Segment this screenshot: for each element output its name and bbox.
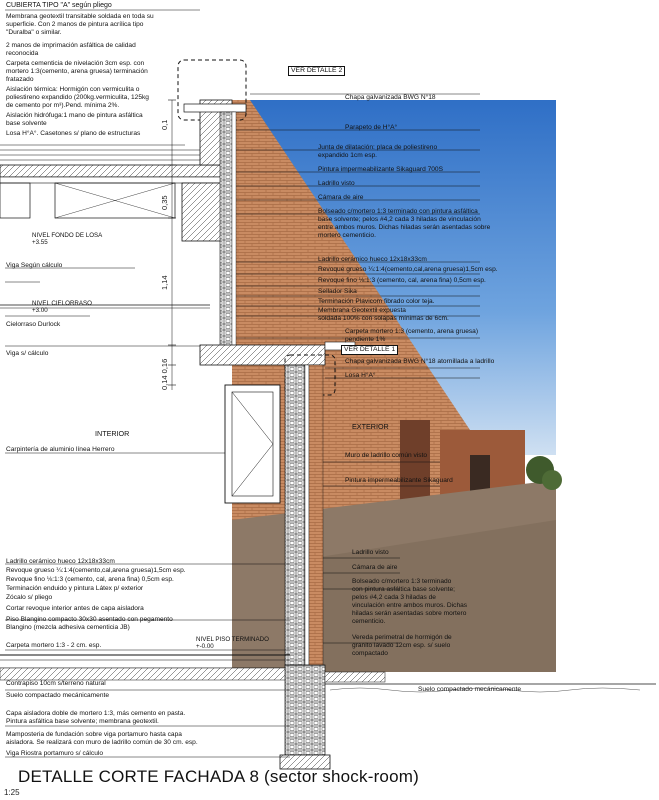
rnote-chapa-atornillada: Chapa galvanizada BWG N°18 atornillada a ladrillo [345, 358, 495, 365]
enote-pintura: Pintura impermeabilizante Sikaguard [345, 477, 453, 484]
enote-camara: Cámara de aire [352, 564, 398, 571]
note-carpeta: Carpeta cementicia de nivelación 3cm esp. con mortero 1:3(cemento, arena gruesa) terminación fratazado [6, 60, 148, 83]
level-piso: NIVEL PISO TERMINADO +-0.00 [196, 636, 269, 650]
rnote-ladrillo-hueco: Ladrillo cerámico hueco 12x18x33cm [318, 256, 427, 263]
enote-suelo: Suelo compactado mecánicamente [418, 686, 521, 693]
label-interior: INTERIOR [95, 429, 130, 438]
window-frame [225, 385, 280, 503]
note-bottom-12: Viga Riostra portamuro s/ cálculo [6, 750, 103, 757]
ver-detalle-2-label: VER DETALLE 2 [288, 66, 345, 76]
label-cielorraso-durlock: Cielorraso Durlock [6, 321, 61, 328]
note-bottom-0: Ladrillo cerámico hueco 12x18x33cm [6, 558, 115, 565]
note-bottom-11: Mamposteria de fundación sobre viga portamuro hasta capa aisladora. Se realizará con muro de ladrillo común de 30 cm. esp. [6, 731, 198, 746]
note-aislacion-termica: Aislación térmica: Hormigón con vermiculita o poliestireno expandido (200kg.vermiculita, 125kg de cemento por m³).Pend. mínima 2%. [6, 86, 149, 109]
level-fondo-losa: NIVEL FONDO DE LOSA +3.55 [32, 232, 103, 246]
level-cielorraso: NIVEL CIELORRASO +3.00 [32, 300, 92, 314]
dimension-0-14-0-16: 0,14 0,16 [160, 358, 169, 390]
label-exterior: EXTERIOR [352, 422, 389, 431]
rnote-chapa: Chapa galvanizada BWG N°18 [345, 94, 436, 101]
note-bottom-7: Carpeta mortero 1:3 - 2 cm. esp. [6, 642, 102, 649]
note-imprimacion: 2 manos de imprimación asfáltica de calidad reconocida [6, 42, 136, 57]
rnote-ladrillo-visto: Ladrillo visto [318, 180, 355, 187]
roof-slab [0, 165, 232, 177]
note-cubierta: CUBIERTA TIPO "A" según pliego [6, 2, 112, 9]
rnote-pintura: Pintura impermeabilizante Sikaguard 700S [318, 166, 443, 173]
note-losa: Losa H°A°. Casetones s/ plano de estructuras [6, 130, 141, 137]
note-bottom-1: Revoque grueso ¼:1:4(cemento,cal,arena gruesa)1,5cm esp. [6, 567, 186, 574]
note-bottom-9: Suelo compactado mecánicamente [6, 692, 109, 699]
rnote-sellador: Sellador Sika [318, 288, 357, 295]
rnote-revoque-fino: Revoque fino ⅛:1:3 (cemento, cal, arena fina) 0,5cm esp. [318, 277, 486, 284]
rnote-parapeto: Parapeto de H°A° [345, 124, 398, 131]
rnote-terminacion: Terminación Plavicom fibrado color teja. [318, 298, 435, 305]
note-membrana: Membrana geotextil transitable soldada en toda su superficie. Con 2 manos de pintura acrílica tipo "Duralba" o similar. [6, 13, 154, 36]
sheet-scale: 1:25 [4, 788, 20, 797]
note-bottom-3: Terminación enduido y pintura Látex p/ exterior [6, 585, 144, 592]
note-bottom-5: Cortar revoque interior antes de capa aisladora [6, 605, 144, 612]
enote-ladrillo: Ladrillo visto [352, 549, 389, 556]
rnote-membrana: Membrana Geotextil expuesta soldada 100% con solapas mínimas de 6cm. [318, 307, 449, 322]
ver-detalle-1-label: VER DETALLE 1 [341, 345, 398, 355]
label-carpinteria: Carpintería de aluminio línea Herrero [6, 446, 115, 453]
rnote-losa: Losa H°A° [345, 372, 376, 379]
label-viga-calculo: Viga s/ cálculo [6, 350, 49, 357]
rnote-revoque-grueso: Revoque grueso ¼:1:4(cemento,cal,arena gruesa)1,5cm esp. [318, 266, 498, 273]
rnote-camara: Cámara de aire [318, 194, 364, 201]
floor-slab [0, 668, 290, 680]
dimension-0-1: 0,1 [160, 119, 169, 130]
sheet-title: DETALLE CORTE FACHADA 8 (sector shock-room) [18, 767, 419, 786]
label-viga-segun-calculo: Viga Según cálculo [6, 262, 63, 269]
dimension-0-35: 0,35 [160, 195, 169, 210]
note-bottom-4: Zócalo s/ pliego [6, 594, 53, 601]
dimension-1-14: 1,14 [160, 275, 169, 290]
note-bottom-6: Piso Blangino compacto 30x30 asentado con pegamento Blangino (mezcla adhesiva cementicia JB) [6, 616, 173, 631]
rnote-bolseado: Bolseado c/mortero 1:3 terminado con pintura asfáltica base solvente; pelos #4,2 cada 3 hiladas de vinculación entre ambos muros. Dichas hiladas serán asentadas sobre mortero cementicio. [318, 208, 491, 239]
foundation-wall [285, 665, 325, 755]
note-bottom-2: Revoque fino ⅛:1:3 (cemento, cal, arena fina) 0,5cm esp. [6, 576, 174, 583]
enote-vereda: Vereda perimetral de hormigón de granito lavado 12cm esp. s/ suelo compactado [352, 634, 452, 657]
rnote-junta: Junta de dilatación: placa de poliestireno expandido 1cm esp. [318, 144, 438, 159]
enote-bolseado: Bolseado c/mortero 1:3 terminado con pintura asfáltica base solvente; pelos #4,2 cada 3 hiladas de vinculación entre ambos muros. Dichas hiladas serán asentadas sobre mortero cementicio. [352, 578, 468, 625]
enote-muro: Muro de ladrillo común visto [345, 452, 428, 459]
rnote-carpeta: Carpeta mortero 1:3 (cemento, arena gruesa) pendiente 1% [345, 328, 479, 343]
note-aislacion-hidrofuga: Aislación hidrófuga:1 mano de pintura asfáltica base solvente [6, 112, 143, 127]
note-bottom-8: Contrapiso 10cm s/terreno natural [6, 680, 106, 687]
note-bottom-10: Capa aisladora doble de mortero 1:3, más cemento en pasta. Pintura asfáltica base solvente; membrana geotextil. [6, 710, 186, 725]
